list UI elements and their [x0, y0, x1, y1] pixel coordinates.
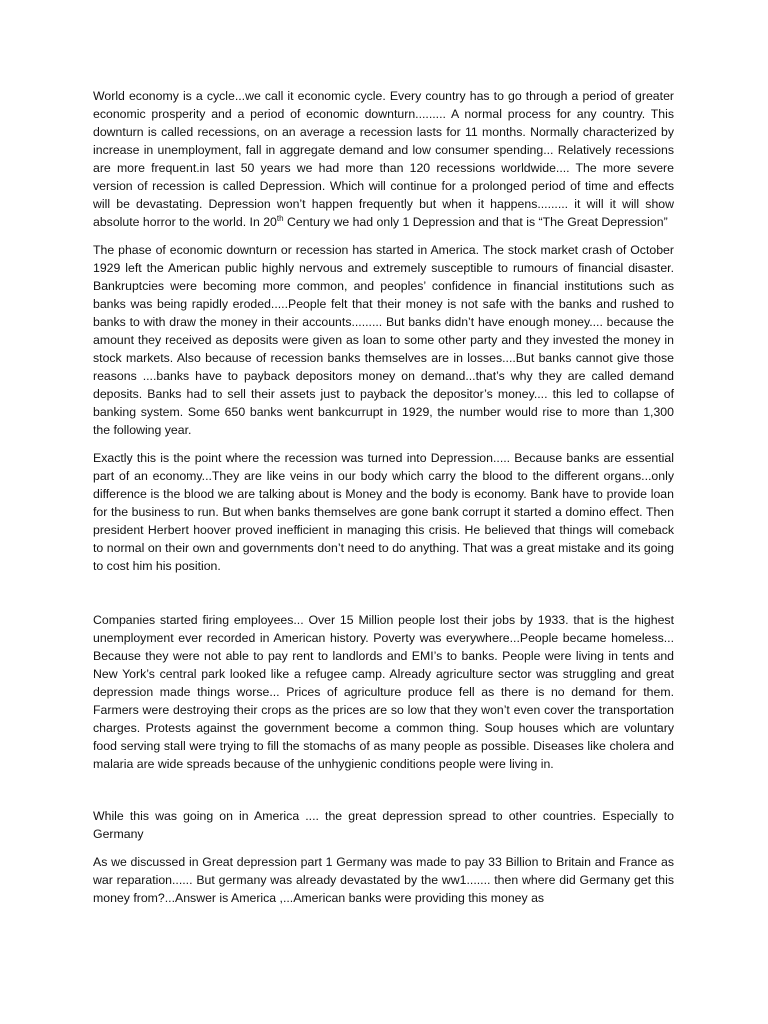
paragraph-economic-cycle: [93, 87, 674, 231]
superscript-ordinal: th: [276, 213, 284, 223]
paragraph-text: World economy is a cycle...we call it economic cycle. Every country has to go through a period of greater economic prosperity and a period of economic downturn......... A normal process for any country. This downturn is called recessions, on an average a recession lasts for 11 months. Normally characterized by increase in unemployment, fall in aggregate demand and low consumer spending... Relatively recessions are more frequent.in last 50 years we had more than 120 recessions worldwide.... The more severe version of recession is called Depression. Which will continue for a prolonged period of time and effects will be devastating. Depression won’t happen frequently but when it happens......... it will it will show absolute horror to the world. In 20: [93, 89, 674, 229]
paragraph-recession-to-depression: Exactly this is the point where the recession was turned into Depression..... Because banks are essential part of an economy...They are like veins in our body which carry the blood to the different organs...only difference is the blood we are talking about is Money and the body is economy. Bank have to provide loan for the business to run. But when banks themselves are gone bank corrupt it started a domino effect. Then president Herbert hoover proved inefficient in managing this crisis. He believed that things will comeback to normal on their own and governments don’t need to do anything. That was a great mistake and its going to cost him his position.: [93, 451, 674, 573]
paragraph-unemployment: Companies started firing employees... Over 15 Million people lost their jobs by 1933. that is the highest unemployment ever recorded in American history. Poverty was everywhere...People became homeless... Because they were not able to pay rent to landlords and EMI’s to banks. People were living in tents and New York’s central park looked like a refugee camp. Already agriculture sector was struggling and great depression made things worse... Prices of agriculture produce fell as there is no demand for them. Farmers were destroying their crops as the prices are so low that they won’t even cover the transportation charges. Protests against the government become a common thing. Soup houses which are voluntary food serving stall were trying to fill the stomachs of as many people as possible. Diseases like cholera and malaria are wide spreads because of the unhygienic conditions people were living in.: [93, 613, 674, 771]
paragraph-text-continued: Century we had only 1 Depression and that is “The Great Depression”: [283, 215, 668, 229]
paragraph-recession-america: The phase of economic downturn or recession has started in America. The stock market crash of October 1929 left the American public highly nervous and extremely susceptible to rumours of financial disaster. Bankruptcies were becoming more common, and peoples’ confidence in financial institutions such as banks was being rapidly eroded.....People felt that their money is not safe with the banks and rushed to banks to with draw the money in their accounts......... But banks didn’t have enough money.... because the amount they received as deposits were given as loan to some other party and they invested the money in stock markets. Also because of recession banks themselves are in losses....But banks cannot give those reasons ....banks have to payback depositors money on demand...that’s why they are called demand deposits. Banks had to sell their assets just to payback the depositor’s money.... this led to collapse of banking system. Some 650 banks went bankcurrupt in 1929, the number would rise to more than 1,300 the following year.: [93, 243, 674, 437]
document-page: [93, 87, 674, 917]
paragraph-spread-to-germany: While this was going on in America .... the great depression spread to other countries. Especially to Germany: [93, 809, 674, 841]
paragraph-war-reparations: As we discussed in Great depression part 1 Germany was made to pay 33 Billion to Britain and France as war reparation...... But germany was already devastated by the ww1....... then where did Germany get this money from?...Answer is America ,...American banks were providing this money as: [93, 855, 674, 905]
